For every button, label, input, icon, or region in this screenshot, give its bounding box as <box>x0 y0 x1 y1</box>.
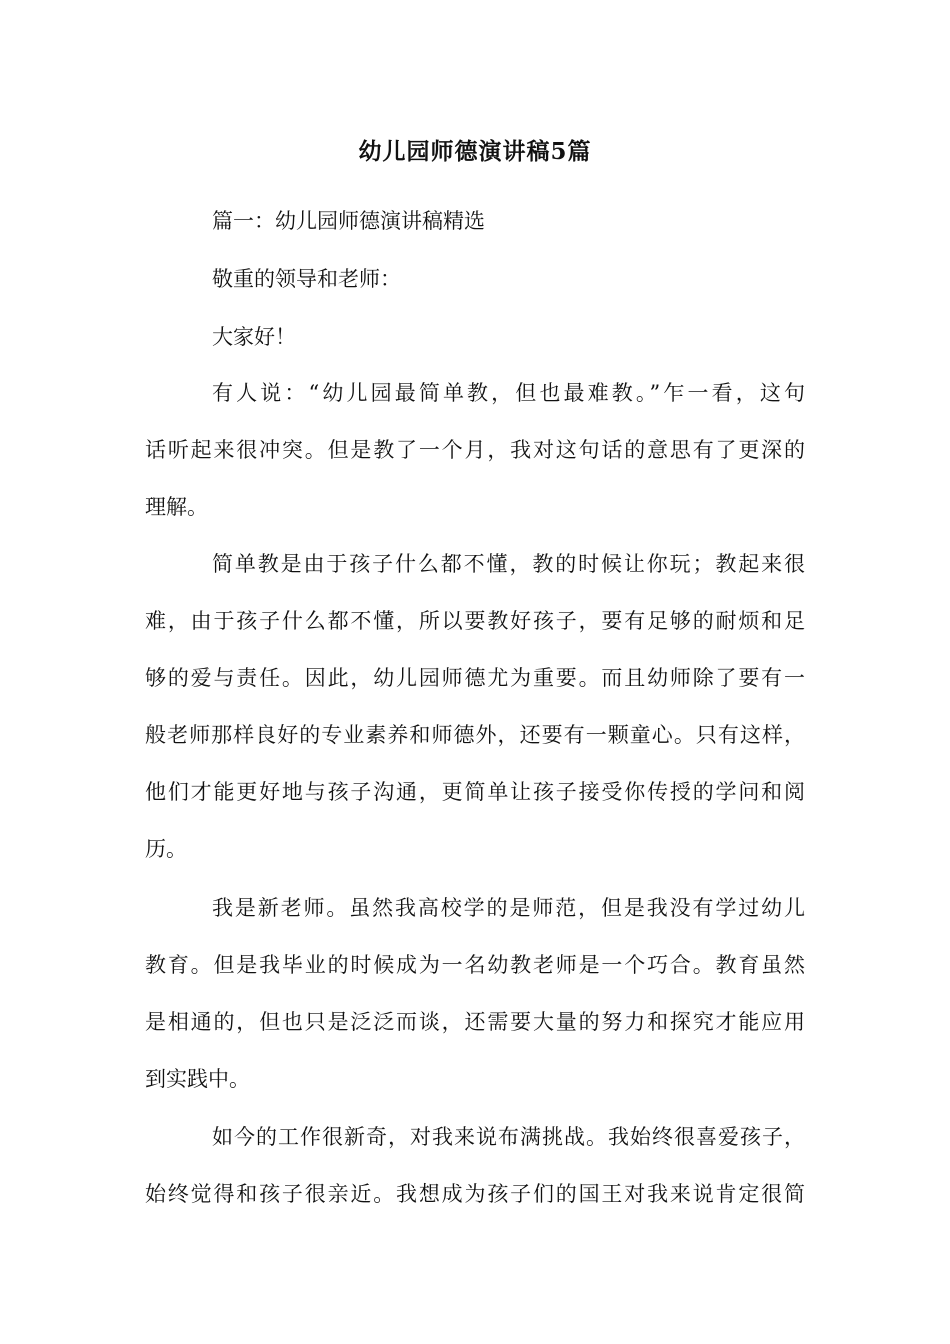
salutation: 敬重的领导和老师： <box>212 267 401 291</box>
paragraph-line: 有人说：“幼儿园最简单教，但也最难教。”乍一看，这句 <box>212 381 805 405</box>
paragraph-line: 他们才能更好地与孩子沟通，更简单让孩子接受你传授的学问和阅 <box>145 780 805 804</box>
paragraph-line: 理解。 <box>145 495 208 519</box>
paragraph-line: 够的爱与责任。因此，幼儿园师德尤为重要。而且幼师除了要有一 <box>145 666 805 690</box>
paragraph-line: 简单教是由于孩子什么都不懂，教的时候让你玩；教起来很 <box>212 552 805 576</box>
paragraph-line: 我是新老师。虽然我高校学的是师范，但是我没有学过幼儿 <box>212 896 805 920</box>
section-heading: 篇一：幼儿园师德演讲稿精选 <box>212 209 485 233</box>
paragraph-line: 如今的工作很新奇，对我来说布满挑战。我始终很喜爱孩子， <box>212 1125 805 1149</box>
paragraph-line: 难，由于孩子什么都不懂，所以要教好孩子，要有足够的耐烦和足 <box>145 609 805 633</box>
paragraph-line: 般老师那样良好的专业素养和师德外，还要有一颗童心。只有这样， <box>145 723 805 747</box>
paragraph-line: 教育。但是我毕业的时候成为一名幼教老师是一个巧合。教育虽然 <box>145 953 805 977</box>
paragraph-line: 到实践中。 <box>145 1067 250 1091</box>
paragraph-line: 始终觉得和孩子很亲近。我想成为孩子们的国王对我来说肯定很简 <box>145 1182 805 1206</box>
paragraph-line: 是相通的，但也只是泛泛而谈，还需要大量的努力和探究才能应用 <box>145 1010 805 1034</box>
paragraph-line: 话听起来很冲突。但是教了一个月，我对这句话的意思有了更深的 <box>145 438 805 462</box>
paragraph-line: 历。 <box>145 837 187 861</box>
greeting: 大家好！ <box>212 325 296 349</box>
document-title: 幼儿园师德演讲稿5篇 <box>358 138 592 165</box>
